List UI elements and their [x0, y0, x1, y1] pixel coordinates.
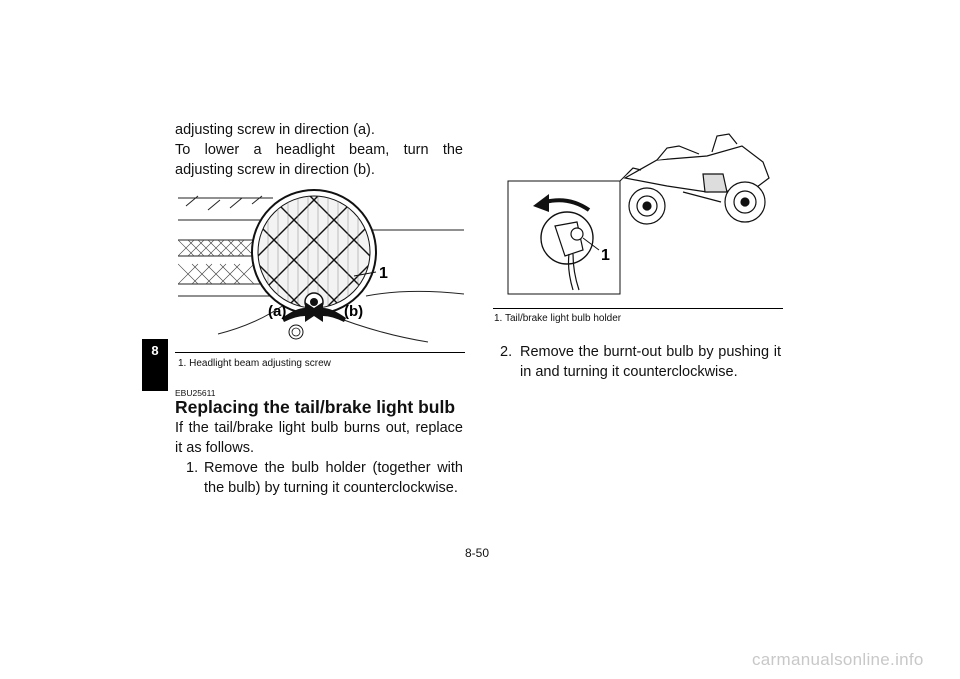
headlight-figure — [178, 184, 464, 352]
step-2-text: Remove the burnt-out bulb by pushing it in and turning it counterclockwise. — [520, 344, 781, 380]
intro-paragraph: If the tail/brake light bulb burns out, replace it as follows. — [175, 420, 463, 456]
caption-tail-light: 1. Tail/brake light bulb holder — [494, 313, 622, 324]
paragraph-1-text: adjusting screw in direction (a). — [175, 122, 375, 138]
step-1-text: Remove the bulb holder (together with the bulb) by turning it counterclockwise. — [204, 460, 463, 496]
document-code: EBU25611 — [175, 388, 216, 398]
step-1 — [186, 458, 463, 498]
paragraph-continued — [175, 120, 463, 140]
section-tab-label: 8 — [151, 343, 159, 358]
label-direction-a: (a) — [268, 303, 287, 320]
caption-rule-right — [493, 308, 783, 309]
step-1-number: 1. — [186, 460, 199, 476]
atv-illustration — [625, 134, 769, 224]
step-2-number: 2. — [500, 344, 513, 360]
paragraph-lower-beam: To lower a headlight beam, turn the adjusting screw in direction (b). — [175, 142, 463, 178]
watermark: carmanualsonline.info — [752, 650, 924, 669]
step-2 — [500, 342, 781, 382]
headlight-callout-1: 1 — [379, 265, 388, 282]
page-number: 8-50 — [465, 546, 490, 560]
caption-rule-left — [175, 352, 465, 353]
section-tab — [142, 339, 168, 391]
caption-headlight: 1. Headlight beam adjusting screw — [178, 358, 331, 369]
section-heading: Replacing the tail/brake light bulb — [175, 397, 456, 417]
label-direction-b: (b) — [344, 303, 364, 320]
tail-light-figure — [507, 130, 797, 296]
tail-light-callout-1: 1 — [601, 247, 610, 264]
